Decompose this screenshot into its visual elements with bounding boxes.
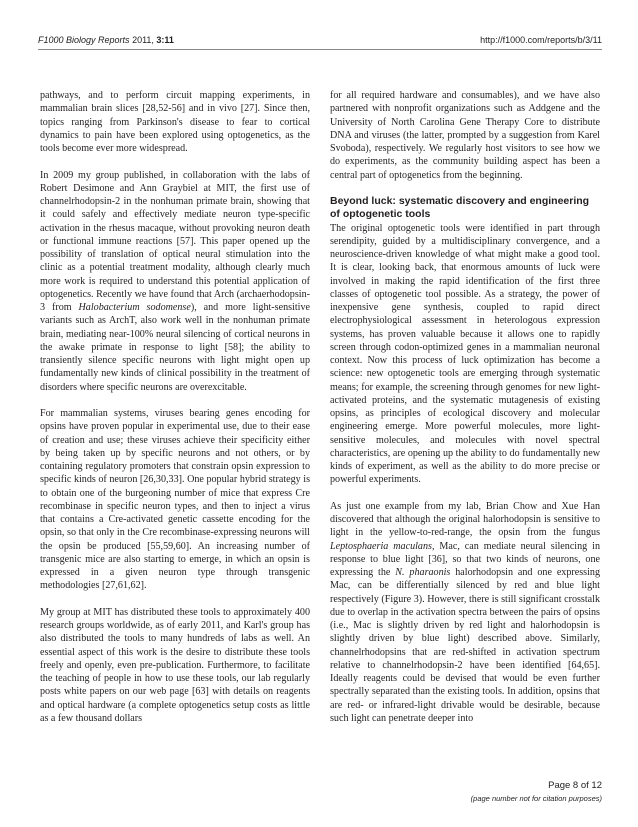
species-name: Halobacterium sodomense xyxy=(78,302,191,313)
text-run: As just one example from my lab, Brian Chow and Xue Han discovered that although the original halorhodopsin is sensitive to light in the yellow-to-red-range, the opsin from the fungus xyxy=(330,500,600,539)
article-url[interactable]: http://f1000.com/reports/b/3/11 xyxy=(480,35,602,45)
header-rule xyxy=(38,49,602,50)
running-header xyxy=(38,35,602,45)
page-number: Page 8 of 12 xyxy=(548,780,602,791)
journal-citation xyxy=(38,35,174,45)
text-run: halorhodopsin and one expressing Mac, can be differentially silenced by red and blue light respectively (Figure 3). However, there is still significant crosstalk due to overlap in the activation spectra between the pairs of opsins (i.e., Mac is slightly driven by red light and halorhodopsin is slightly driven by blue light) described above. Similarly, channelrhodopsins that are red-shifted in activation spectrum relative to channelrhodopsin-2 have been identified [64,65]. Ideally reagents could be devised that would be even further spectrally separated than the existing tools. In addition, opsins that are red- or infrared-light drivable would be desirable, because such light can penetrate deeper into xyxy=(330,567,600,724)
right-column xyxy=(330,89,600,738)
citation-note: (page number not for citation purposes) xyxy=(470,794,602,803)
species-name: Leptosphaeria maculans xyxy=(330,540,432,552)
journal-year: 2011, xyxy=(129,35,157,45)
page-footer xyxy=(471,780,602,803)
paragraph: for all required hardware and consumables), and we have also partnered with nonprofit organizations such as Addgene and the University of North Carolina Gene Therapy Core to distribute DNA and viruses (the latter, prompted by a suggestion from Karel Svoboda), respectively. We regularly host visitors to see how we do experiments, as the community building aspect has been a central part of optogenetics from the beginning. xyxy=(330,90,600,181)
left-column xyxy=(40,89,310,738)
species-name: N. pharaonis xyxy=(395,567,451,578)
paragraph xyxy=(40,169,310,394)
paragraph: For mammalian systems, viruses bearing genes encoding for opsins have proven popular in experimental use, due to their ease of creation and use; these viruses achieve their specificity either by being taken up by specific neurons and not others, or by containing regulatory promoters that constrain opsin expression to specific kinds of neuron [26,30,33]. One popular hybrid strategy is to obtain one of the burgeoning number of mice that express Cre recombinase in specific neuron types, and then to inject a virus that contains a Cre-activated genetic cassette encoding for the opsin, so that only in the Cre recombinase-expressing neurons will the opsin be produced [55,59,60]. An increasing number of transgenic mice are also starting to emerge, in which an opsin is expressed in a given neuron type through transgenic methodologies [27,61,62]. xyxy=(40,408,310,592)
text-run: In 2009 my group published, in collaboration with the labs of Robert Desimone and Ann Graybiel at MIT, the first use of channelrhodopsin-2 in the nonhuman primate brain, showing that it could safely and effectively mediate neuron type-specific activation in the rhesus macaque, without provoking neuron death or functional immune reactions [57]. This paper opened up the possibility of translation of optical neural stimulation into the clinic as a potential treatment modality, although clearly much more work is required to understand this potential application of optogenetics. Recently we have found that Arch (archaerhodopsin-3 from xyxy=(40,169,310,313)
paragraph: The original optogenetic tools were identified in part through serendipity, guided by a multidisciplinary convergence, and a neuroscience-driven knowledge of what might make a good tool. It is clear, looking back, that enormous amounts of luck were involved in making the rapid identification of the first three classes of optogenetic tool possible. As a strategy, the power of inexpensive gene synthesis, coupled to rapid direct electrophysiological assessment in heterologous expression systems, has proven valuable because it allows one to rapidly screen through codon-optimized genes in a mammalian neuronal context. Now this process of luck optimization has become a science: new optogenetic tools are emerging through systematic means; for example, the screening through genomes for new light-activated proteins, and the systematic mutagenesis of existing opsins, as principles of ecological discovery and molecular engineering emerge. More powerful molecules, more light-sensitive molecules, and molecules with novel spectral characteristics, are opening up the ability to do fundamentally new kinds of experiment, as well as the ability to do more precise or powerful experiments. xyxy=(330,222,600,486)
paragraph: My group at MIT has distributed these tools to approximately 400 research groups worldwide, as of early 2011, and Karl's group has also distributed the tools to many hundreds of labs as well. An essential aspect of this work is the desire to distribute these tools freely and openly, even pre-publication. Furthermore, to facilitate the teaching of people in how to use these tools, our lab regularly posts white papers on our web page [63] with details on reagents and optical hardware (a complete optogenetics setup costs as little as a few thousand dollars xyxy=(40,606,310,724)
journal-volume: 3:11 xyxy=(156,35,174,45)
paragraph xyxy=(330,500,600,725)
text-run: , Mac, can mediate neural silencing in response to blue light [36], so that two kinds of neurons, one expressing the xyxy=(330,540,600,578)
journal-name: F1000 Biology Reports xyxy=(38,35,130,45)
text-run: ), and more light-sensitive variants such as ArchT, also work well in the nonhuman primate brain, mediating near-100% neural silencing of cortical neurons in the awake primate in response to light [58]; the ability to transiently silence specific neurons with light might open up fundamentally new kinds of clinical possibility in the treatment of disorders where specific neurons are overexcitable. xyxy=(40,302,310,393)
section-heading: Beyond luck: systematic discovery and engineering of optogenetic tools xyxy=(330,195,590,221)
paragraph: pathways, and to perform circuit mapping experiments, in mammalian brain slices [28,52-56] and in vivo [27]. Since then, topics ranging from Parkinson's disease to fear to cortical dynamics to pain have been explored using optogenetics, as the tools become ever more widespread. xyxy=(40,90,310,154)
